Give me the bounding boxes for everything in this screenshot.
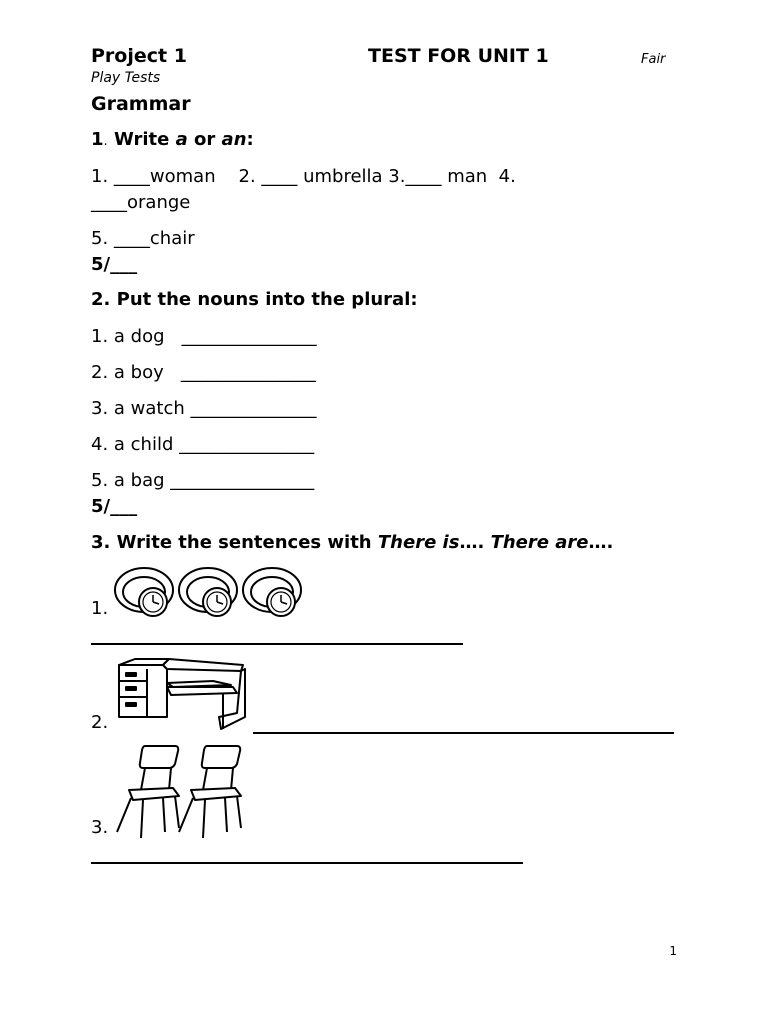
chair-icon xyxy=(179,746,241,838)
chairs-picture xyxy=(113,744,243,838)
watches-picture xyxy=(113,564,308,620)
answer-line-1 xyxy=(91,643,463,645)
project-label: Project 1 xyxy=(91,45,187,67)
ex1-an: an xyxy=(221,129,247,150)
watch-icon xyxy=(115,568,173,616)
page-number: 1 xyxy=(669,944,677,958)
subtitle: Play Tests xyxy=(91,70,161,86)
ex1-line-2: ____orange xyxy=(91,192,191,213)
ex1-dot: . xyxy=(103,134,108,149)
ex3-heading xyxy=(91,532,613,553)
ex2-item-3: 3. a watch ______________ xyxy=(91,398,317,419)
ex2-score: 5/___ xyxy=(91,496,138,517)
ex3-dots-1: …. xyxy=(459,532,491,553)
ex3-there-is: There is xyxy=(377,532,460,553)
ex2-item-5: 5. a bag ________________ xyxy=(91,470,315,491)
ex3-there-are: There are xyxy=(490,532,589,553)
ex3-heading-start: 3. Write the sentences with xyxy=(91,532,378,553)
answer-line-2 xyxy=(253,732,674,734)
ex1-or: or xyxy=(187,129,222,150)
ex1-colon: : xyxy=(246,129,254,150)
ex1-number: 1 xyxy=(91,129,104,150)
ex1-line-3: 5. ____chair xyxy=(91,228,195,249)
watch-icon xyxy=(179,568,237,616)
level-label: Fair xyxy=(641,52,666,67)
ex3-item-2-number: 2. xyxy=(91,712,109,733)
ex2-item-4: 4. a child _______________ xyxy=(91,434,315,455)
grammar-heading: Grammar xyxy=(91,93,191,115)
ex3-dots-2: …. xyxy=(588,532,614,553)
ex3-item-3-number: 3. xyxy=(91,817,109,838)
answer-line-3 xyxy=(91,862,523,864)
ex1-line-1: 1. ____woman 2. ____ umbrella 3.____ man 4. xyxy=(91,166,516,187)
ex2-item-1: 1. a dog _______________ xyxy=(91,326,317,347)
ex1-a: a xyxy=(175,129,188,150)
test-title: TEST FOR UNIT 1 xyxy=(368,45,549,67)
ex3-item-1-number: 1. xyxy=(91,598,109,619)
ex1-write: Write xyxy=(107,129,176,150)
watch-icon xyxy=(243,568,301,616)
ex1-score: 5/___ xyxy=(91,254,138,275)
chair-icon xyxy=(117,746,179,838)
ex2-item-2: 2. a boy _______________ xyxy=(91,362,316,383)
ex1-heading xyxy=(91,129,254,150)
desk-icon xyxy=(113,657,249,733)
ex2-heading: 2. Put the nouns into the plural: xyxy=(91,289,418,310)
